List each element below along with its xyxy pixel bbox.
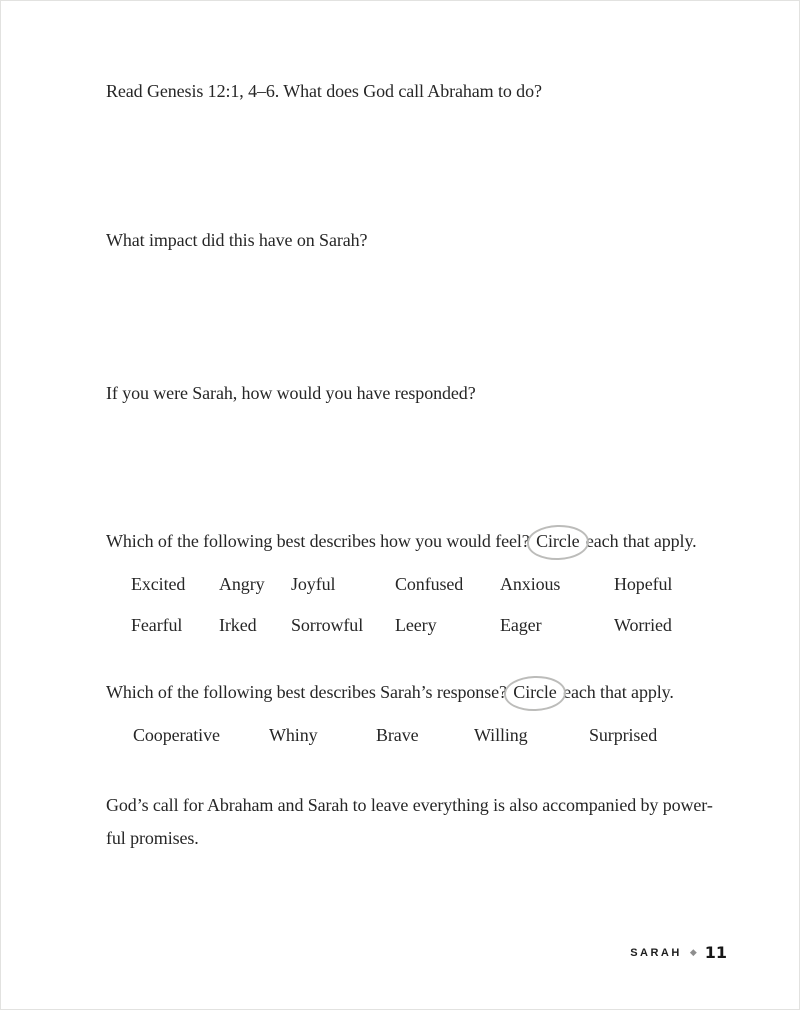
question-text-before: Which of the following best describes how you would feel? [106, 531, 530, 551]
response-word: Surprised [589, 725, 658, 745]
feeling-word: Sorrowful [291, 615, 364, 635]
diamond-icon: ◆ [689, 947, 697, 957]
question-impact-on-sarah: What impact did this have on Sarah? [106, 230, 368, 250]
feeling-word: Irked [219, 615, 257, 635]
feeling-word: Fearful [131, 615, 183, 635]
response-word: Willing [474, 725, 528, 745]
feeling-word: Worried [614, 615, 672, 635]
feeling-word: Hopeful [614, 574, 673, 594]
feeling-word: Anxious [500, 574, 561, 594]
question-how-you-would-feel [106, 530, 697, 553]
feeling-word: Angry [219, 574, 265, 594]
feeling-word: Eager [500, 615, 542, 635]
feeling-word: Joyful [291, 574, 336, 594]
page-number: 11 [704, 943, 727, 962]
feeling-word: Excited [131, 574, 186, 594]
running-head-title: SARAH [630, 946, 682, 959]
feeling-word: Leery [395, 615, 437, 635]
question-sarahs-response [106, 681, 674, 704]
closing-paragraph [106, 789, 713, 855]
circled-word-oval [511, 681, 558, 704]
circled-word-text: Circle [513, 682, 557, 702]
question-text-before: Which of the following best describes Sarah’s response? [106, 682, 507, 702]
question-text-after: each that apply. [563, 682, 674, 702]
feeling-word: Confused [395, 574, 464, 594]
circled-word-oval [534, 530, 581, 553]
response-word: Whiny [269, 725, 318, 745]
paragraph-line: God’s call for Abraham and Sarah to leave everything is also accompanied by power- [106, 795, 713, 815]
response-word: Cooperative [133, 725, 220, 745]
paragraph-line: ful promises. [106, 828, 199, 848]
question-text-after: each that apply. [585, 531, 697, 551]
question-how-responded: If you were Sarah, how would you have responded? [106, 383, 476, 403]
circled-word-text: Circle [536, 531, 580, 551]
page-footer [630, 943, 727, 962]
question-read-genesis: Read Genesis 12:1, 4–6. What does God call Abraham to do? [106, 81, 542, 101]
response-word: Brave [376, 725, 419, 745]
